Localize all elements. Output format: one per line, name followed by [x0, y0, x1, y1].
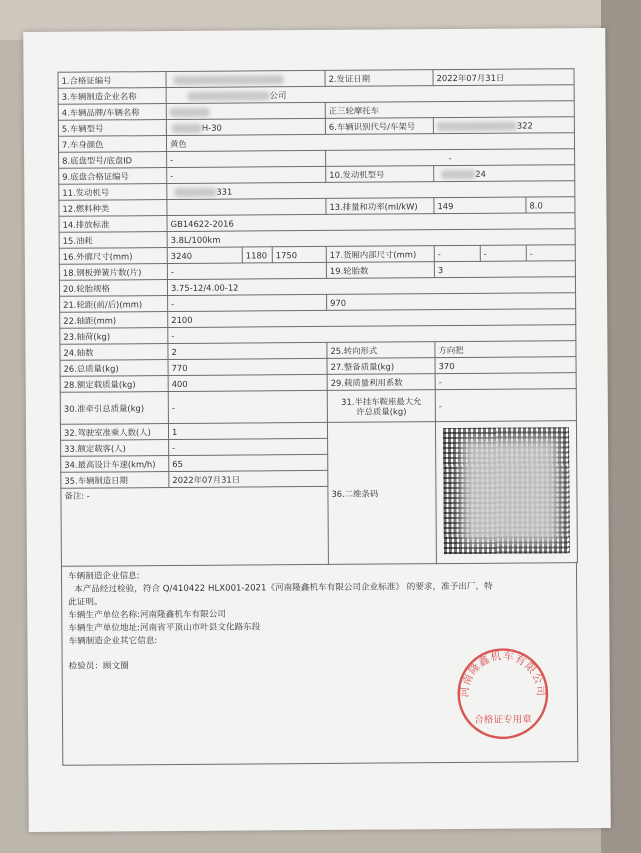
field-value: 1 — [168, 422, 327, 439]
field-value: 149 — [434, 197, 526, 214]
field-value: 770 — [168, 358, 327, 375]
field-value — [434, 165, 575, 182]
producer-name-label: 车辆生产单位名称: — [68, 610, 140, 621]
field-label: 2.发证日期 — [325, 70, 433, 87]
field-label: 7.车身颜色 — [58, 136, 166, 153]
field-label: 6.车辆识别代号/车架号 — [325, 118, 433, 135]
field-value-text: 公司 — [269, 89, 287, 100]
field-value: 400 — [168, 374, 327, 391]
table-row — [60, 421, 576, 441]
company-seal — [455, 645, 552, 742]
field-label: 20.轮胎规格 — [59, 280, 167, 297]
field-label-line: 31.半挂车鞍座最大允 — [341, 395, 422, 407]
certificate-paper — [23, 28, 611, 832]
field-label: 26.总质量(kg) — [60, 360, 168, 377]
field-label: 34.最高设计车速(km/h) — [61, 456, 169, 473]
field-value-text: 322 — [516, 119, 533, 131]
field-label: 9.底盘合格证编号 — [59, 168, 167, 185]
field-label: 22.轴距(mm) — [60, 312, 168, 329]
footer-statement-end: 此证明。 — [68, 597, 103, 608]
field-value — [166, 118, 325, 135]
field-label: 8.底盘型号/底盘ID — [59, 152, 167, 169]
certificate-table — [57, 68, 577, 567]
field-value: - — [169, 438, 328, 455]
qr-code — [443, 427, 570, 554]
manufacturer-info — [61, 563, 578, 766]
field-value: 8.0 — [526, 197, 575, 213]
field-value: - — [434, 245, 480, 261]
field-label: 23.轴荷(kg) — [60, 328, 168, 345]
footer-statement: 本产品经过检验，符合 Q/410422 HLX001-2021《河南隆鑫机车有限公司企业标准》 的要求，准予出厂，特 — [74, 581, 493, 595]
producer-address-label: 车辆生产单位地址: — [68, 623, 141, 634]
field-label: 14.排放标准 — [59, 216, 167, 233]
field-value: - — [526, 245, 575, 261]
field-value: - — [167, 166, 326, 183]
field-value: 970 — [327, 293, 576, 311]
field-value: 3.8L/100km — [167, 229, 575, 248]
field-label: 35.车辆制造日期 — [61, 472, 169, 489]
field-value: 3.75-12/4.00-12 — [167, 277, 575, 296]
seal-bottom-text: 合格证专用章 — [474, 714, 532, 726]
field-label: 33.额定载客(人) — [61, 440, 169, 457]
qr-code-cell — [435, 421, 577, 564]
field-value: - — [167, 150, 326, 167]
producer-name-value: 河南隆鑫机车有限公司 — [139, 609, 226, 621]
field-label: 30.准牵引总质量(kg) — [60, 392, 168, 425]
field-value: - — [435, 373, 576, 390]
field-label: 25.转向形式 — [327, 342, 435, 359]
field-label: 28.额定载质量(kg) — [60, 376, 168, 393]
field-value — [433, 117, 574, 134]
field-value: 2100 — [168, 309, 576, 328]
field-value: - — [480, 245, 526, 261]
field-value: - — [168, 390, 327, 423]
field-value: - — [168, 294, 327, 311]
field-label: 16.外廓尺寸(mm) — [59, 248, 167, 265]
field-value: - — [167, 262, 326, 279]
svg-text:河南隆鑫机车有限公司 — [459, 649, 547, 698]
field-value: GB14622-2016 — [167, 213, 575, 232]
field-label: 21.轮距(前/后)(mm) — [60, 296, 168, 313]
field-label: 27.整备质量(kg) — [327, 358, 435, 375]
qr-code-redaction — [461, 437, 560, 544]
field-value: 1750 — [272, 246, 326, 262]
field-label: 5.车辆型号 — [58, 120, 166, 137]
field-label: 32.驾驶室准乘人数(人) — [60, 424, 168, 441]
field-value: 2 — [168, 342, 327, 359]
footer-title: 车辆制造企业信息: — [67, 571, 140, 582]
field-value: 2022年07月31日 — [433, 69, 574, 86]
field-label — [327, 390, 435, 423]
field-value: 2022年07月31日 — [169, 470, 328, 487]
field-value — [167, 198, 326, 215]
field-label: 12.燃料种类 — [59, 200, 167, 217]
field-value: - — [435, 389, 576, 422]
field-label: 15.油耗 — [59, 232, 167, 249]
field-value: 1180 — [242, 247, 272, 263]
field-label: 13.排量和功率(ml/kW) — [326, 198, 434, 215]
field-label: 18.钢板弹簧片数(片) — [59, 264, 167, 281]
field-label: 3.车辆制造企业名称 — [58, 88, 166, 105]
field-label-line: 许总质量(kg) — [356, 405, 407, 417]
table-row — [60, 389, 576, 425]
field-value: 370 — [435, 357, 576, 374]
field-value-text: 331 — [216, 186, 233, 197]
field-label: 4.车辆品牌/车辆名称 — [58, 104, 166, 121]
other-info-label: 车辆制造企业其它信息: — [68, 636, 158, 647]
field-value-text: H-30 — [201, 122, 222, 133]
field-value-text: 24 — [475, 168, 486, 179]
field-value: 正三轮摩托车 — [325, 101, 574, 119]
field-value: 3 — [434, 261, 575, 278]
field-label: 19.轮胎数 — [326, 262, 434, 279]
field-label: 24.轴数 — [60, 344, 168, 361]
field-label: 36.二维条码 — [327, 422, 436, 565]
field-label: 29.载质量利用系数 — [327, 374, 435, 391]
field-value: 65 — [169, 454, 328, 471]
remark-cell: 备注: - — [61, 486, 329, 566]
field-value: 黄色 — [166, 133, 574, 152]
field-label: 10.发动机型号 — [326, 166, 434, 183]
field-label: 17.货厢内部尺寸(mm) — [326, 246, 434, 263]
certificate-sheet — [57, 68, 578, 766]
field-label: 1.合格证编号 — [58, 72, 166, 89]
seal-text: 河南隆鑫机车有限公司 — [459, 649, 547, 698]
field-value: 方向把 — [435, 341, 576, 358]
inspector: 检验员：顾文圈 — [68, 661, 129, 672]
producer-address-value: 河南省平顶山市叶县文化路东段 — [140, 622, 261, 634]
field-value — [166, 70, 325, 87]
field-value: 3240 — [167, 247, 242, 264]
field-value: - — [168, 325, 576, 344]
field-value — [166, 102, 325, 119]
field-value: - — [326, 149, 575, 167]
field-label: 11.发动机号 — [59, 184, 167, 201]
